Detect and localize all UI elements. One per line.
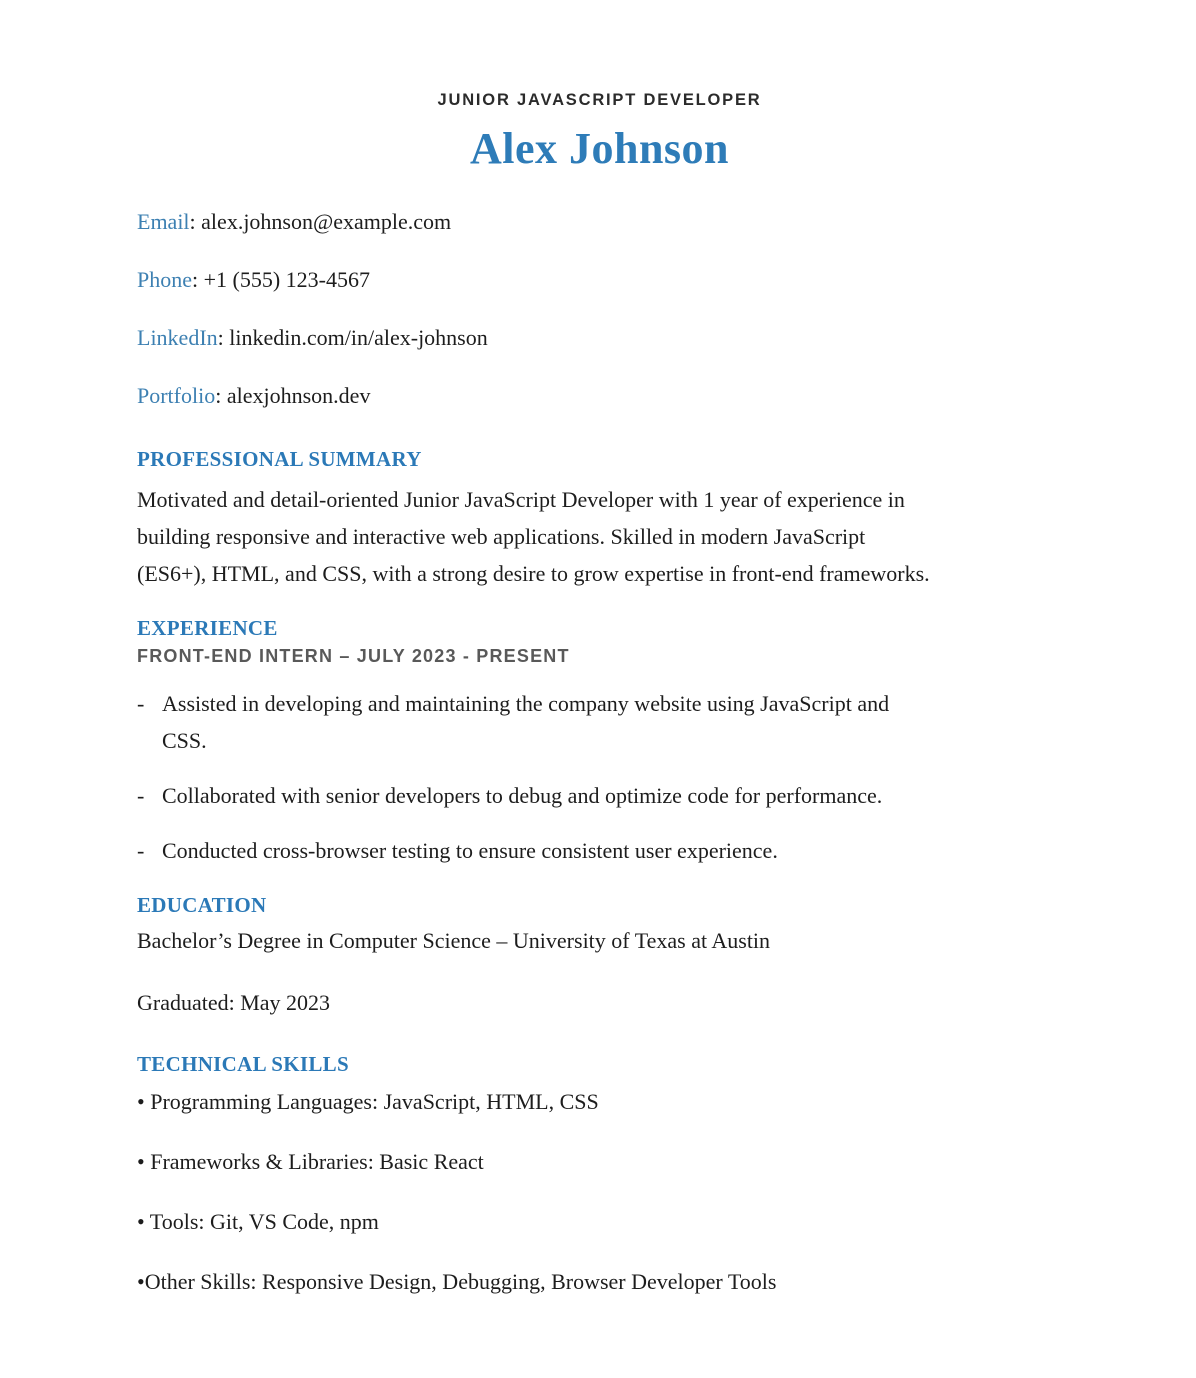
contact-email-row: [137, 209, 1062, 235]
section-heading-experience: EXPERIENCE: [137, 616, 278, 640]
experience-bullet-text: Collaborated with senior developers to debug and optimize code for performance.: [162, 783, 883, 808]
experience-bullet: [137, 777, 1062, 814]
contact-phone-row: [137, 267, 1062, 293]
section-heading-education: EDUCATION: [137, 893, 267, 917]
skill-item-tools: • Tools: Git, VS Code, npm: [137, 1209, 379, 1234]
contact-separator: :: [217, 325, 230, 350]
summary-line: (ES6+), HTML, and CSS, with a strong desire to grow expertise in front-end frameworks.: [137, 561, 930, 586]
contact-phone-value: +1 (555) 123-4567: [203, 267, 371, 292]
contact-portfolio-value: alexjohnson.dev: [226, 383, 371, 408]
section-heading-technical-skills: TECHNICAL SKILLS: [137, 1052, 349, 1076]
education-degree: Bachelor’s Degree in Computer Science – University of Texas at Austin: [137, 928, 771, 953]
contact-linkedin-label: LinkedIn: [137, 325, 218, 350]
contact-email-label: Email: [137, 209, 190, 234]
experience-bullet-text: Conducted cross-browser testing to ensure consistent user experience.: [162, 838, 778, 863]
skill-item-frameworks-libraries: • Frameworks & Libraries: Basic React: [137, 1149, 484, 1174]
education-graduation-date: Graduated: May 2023: [137, 990, 331, 1015]
experience-job-title: FRONT-END INTERN – JULY 2023 - PRESENT: [137, 646, 570, 666]
job-role-heading: JUNIOR JAVASCRIPT DEVELOPER: [437, 91, 762, 109]
experience-bullet: [137, 685, 1062, 759]
skill-item-other-skills: •Other Skills: Responsive Design, Debugging, Browser Developer Tools: [137, 1269, 777, 1294]
summary-line: Motivated and detail-oriented Junior JavaScript Developer with 1 year of experience in: [137, 487, 905, 512]
section-heading-professional-summary: PROFESSIONAL SUMMARY: [137, 447, 422, 471]
summary-line: building responsive and interactive web applications. Skilled in modern JavaScript: [137, 524, 866, 549]
experience-bullet: [137, 832, 1062, 869]
contact-email-value: alex.johnson@example.com: [201, 209, 452, 234]
bullet-dash-marker: -: [137, 783, 145, 808]
contact-linkedin-value: linkedin.com/in/alex-johnson: [229, 325, 488, 350]
contact-portfolio-row: [137, 383, 1062, 409]
experience-bullet-text: Assisted in developing and maintaining the company website using JavaScript and CSS.: [162, 691, 890, 753]
skill-item-programming-languages: • Programming Languages: JavaScript, HTML, CSS: [137, 1089, 599, 1114]
contact-portfolio-label: Portfolio: [137, 383, 216, 408]
contact-linkedin-row: [137, 325, 1062, 351]
contact-separator: :: [189, 209, 202, 234]
contact-phone-label: Phone: [137, 267, 192, 292]
bullet-dash-marker: -: [137, 691, 145, 716]
summary-paragraph: [137, 481, 1062, 592]
contact-separator: :: [215, 383, 227, 408]
candidate-name: Alex Johnson: [469, 124, 730, 173]
contact-separator: :: [192, 267, 204, 292]
bullet-dash-marker: -: [137, 838, 145, 863]
